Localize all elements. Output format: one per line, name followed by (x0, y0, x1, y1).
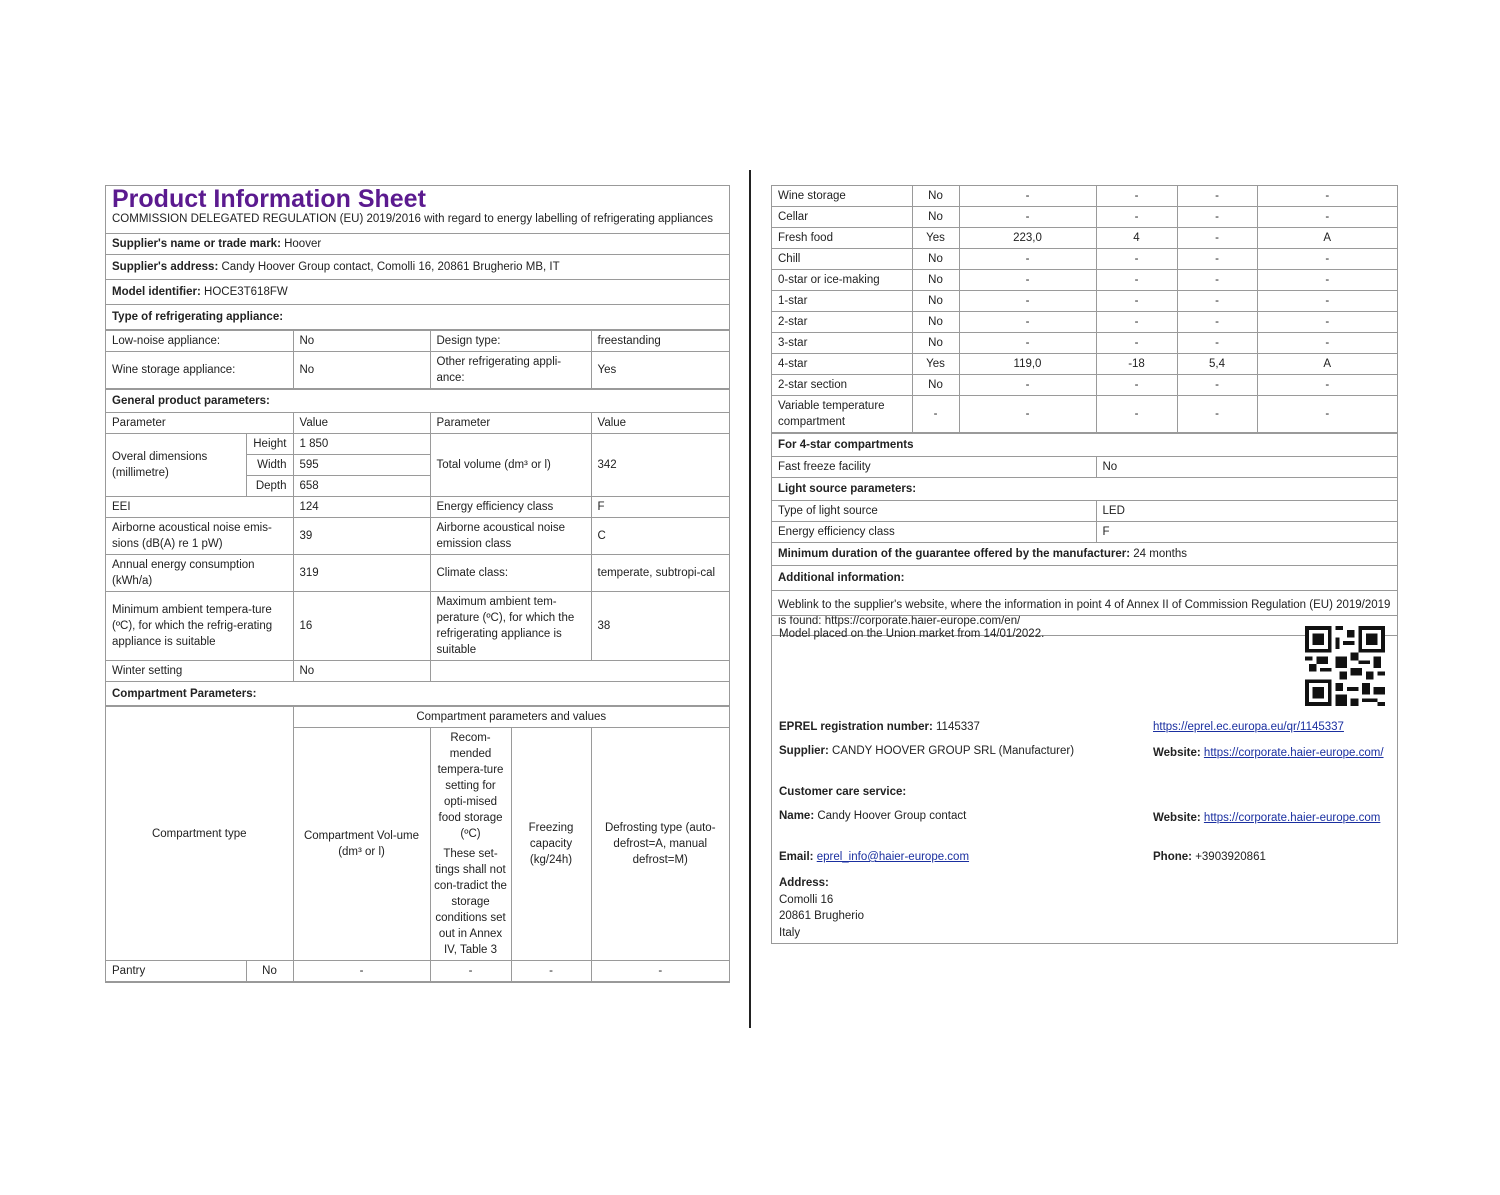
eec-label: Energy efficiency class (430, 497, 591, 518)
email-row: Email: eprel_info@haier-europe.com (779, 851, 970, 863)
supplier-name-row: Supplier's name or trade mark: Hoover (106, 234, 729, 255)
weblink-row: Weblink to the supplier's website, where the information in point 4 of Annex II of Commission Regulation (EU) 2019/2019 is found: https://corporate.haier-europe.com/en/ (772, 591, 1397, 636)
four-star-table (772, 433, 1397, 635)
col-freezing-capacity: Freezing capacity (kg/24h) (511, 728, 591, 961)
left-header-table (106, 186, 729, 330)
website-row-1: Website: https://corporate.haier-europe.com/ (1153, 747, 1384, 759)
table-row: 1-star No - - - - (772, 291, 1397, 312)
total-volume-value: 342 (591, 434, 729, 497)
model-identifier-row: Model identifier: HOCE3T618FW (106, 280, 729, 305)
fast-freeze-value: No (1096, 457, 1397, 478)
eei-value: 124 (293, 497, 430, 518)
climate-label: Climate class: (430, 555, 591, 592)
care-name-row: Name: Candy Hoover Group contact (779, 810, 967, 822)
min-temp-label: Minimum ambient tempera-ture (ºC), for which the refrig-erating appliance is suitable (106, 592, 293, 661)
header-value-2: Value (591, 413, 729, 434)
guarantee-row: Minimum duration of the guarantee offered by the manufacturer: 24 months (772, 543, 1397, 566)
left-page (105, 185, 730, 983)
table-row: 2-star section No - - - - (772, 375, 1397, 396)
table-row: 4-star Yes 119,0 -18 5,4 A (772, 354, 1397, 375)
table-row: Fresh food Yes 223,0 4 - A (772, 228, 1397, 249)
page-divider (749, 170, 751, 1028)
eec-value: F (591, 497, 729, 518)
depth-label: Depth (246, 476, 293, 497)
appliance-type-heading: Type of refrigerating appliance: (106, 305, 729, 330)
table-row: Pantry No - - - - (106, 961, 729, 982)
light-eec-value: F (1096, 522, 1397, 543)
additional-info-heading: Additional information: (772, 566, 1397, 591)
design-type-label: Design type: (430, 331, 591, 352)
max-temp-label: Maximum ambient tem-perature (ºC), for which the refrigerating appliance is suitable (430, 592, 591, 661)
height-label: Height (246, 434, 293, 455)
noise-value: 39 (293, 518, 430, 555)
website-link-2[interactable]: https://corporate.haier-europe.com (1203, 812, 1381, 824)
winter-setting-value: No (293, 661, 430, 682)
other-appliance-value: Yes (591, 352, 729, 389)
right-page (771, 185, 1398, 636)
min-temp-value: 16 (293, 592, 430, 661)
max-temp-value: 38 (591, 592, 729, 661)
depth-value: 658 (293, 476, 430, 497)
phone-row: Phone: +3903920861 (1153, 851, 1266, 863)
wine-storage-value: No (293, 352, 430, 389)
climate-value: temperate, subtropi-cal (591, 555, 729, 592)
appliance-type-table (106, 330, 729, 389)
table-row: Cellar No - - - - (772, 207, 1397, 228)
table-row: Variable temperature compartment - - - - - (772, 396, 1397, 433)
noise-class-label: Airborne acoustical noise emission class (430, 518, 591, 555)
general-params-table (106, 389, 729, 706)
other-appliance-label: Other refrigerating appli-ance: (430, 352, 591, 389)
table-row: 3-star No - - - - (772, 333, 1397, 354)
compartment-table (106, 706, 729, 982)
sheet-title: Product Information Sheet (112, 185, 426, 213)
table-row: Wine storage No - - - - (772, 186, 1397, 207)
eprel-reg-row: EPREL registration number: 1145337 (779, 721, 980, 733)
low-noise-label: Low-noise appliance: (106, 331, 293, 352)
eprel-box (771, 615, 1398, 944)
low-noise-value: No (293, 331, 430, 352)
fast-freeze-label: Fast freeze facility (772, 457, 1096, 478)
header-parameter-2: Parameter (430, 413, 591, 434)
height-value: 1 850 (293, 434, 430, 455)
header-parameter: Parameter (106, 413, 293, 434)
four-star-heading: For 4-star compartments (772, 434, 1397, 457)
aec-value: 319 (293, 555, 430, 592)
supplier-row: Supplier: CANDY HOOVER GROUP SRL (Manufacturer) (779, 745, 1075, 757)
email-link[interactable]: eprel_info@haier-europe.com (816, 851, 970, 863)
col-compartment-type: Compartment type (106, 707, 293, 961)
noise-label: Airborne acoustical noise emis-sions (dB(A) re 1 pW) (106, 518, 293, 555)
light-type-label: Type of light source (772, 501, 1096, 522)
website-row-2: Website: https://corporate.haier-europe.com (1153, 812, 1381, 824)
qr-code-icon (1305, 626, 1385, 706)
customer-care-heading: Customer care service: (779, 786, 907, 798)
website-link-1[interactable]: https://corporate.haier-europe.com/ (1203, 747, 1384, 759)
col-recommended-temp: Recom-mended tempera-ture setting for opti-mised food storage (ºC) These set-tings shall not con-tradict the storage conditions set out in Annex IV, Table 3 (430, 728, 511, 961)
light-eec-label: Energy efficiency class (772, 522, 1096, 543)
width-label: Width (246, 455, 293, 476)
light-source-heading: Light source parameters: (772, 478, 1397, 501)
weblink[interactable]: https://corporate.haier-europe.com/en/ (824, 615, 1021, 627)
dimensions-label: Overal dimensions (millimetre) (106, 434, 246, 497)
col-defrosting-type: Defrosting type (auto-defrost=A, manual defrost=M) (591, 728, 729, 961)
regulation-text: COMMISSION DELEGATED REGULATION (EU) 2019/2016 with regard to energy labelling of refrigerating appliances (106, 209, 729, 234)
market-placement-text: Model placed on the Union market from 14/01/2022. (779, 628, 1045, 640)
supplier-address-row: Supplier's address: Candy Hoover Group contact, Comolli 16, 20861 Brugherio MB, IT (106, 255, 729, 280)
compartment-params-heading: Compartment Parameters: (106, 682, 729, 706)
address-block: Address: Comolli 16 20861 Brugherio Italy (779, 877, 865, 939)
design-type-value: freestanding (591, 331, 729, 352)
col-compartment-volume: Compartment Vol-ume (dm³ or l) (293, 728, 430, 961)
width-value: 595 (293, 455, 430, 476)
table-row: 0-star or ice-making No - - - - (772, 270, 1397, 291)
compartment-values-header: Compartment parameters and values (293, 707, 729, 728)
eei-label: EEI (106, 497, 293, 518)
table-row: 2-star No - - - - (772, 312, 1397, 333)
eprel-link[interactable]: https://eprel.ec.europa.eu/qr/1145337 (1153, 721, 1344, 733)
general-params-heading: General product parameters: (106, 390, 729, 413)
header-value: Value (293, 413, 430, 434)
table-row: Chill No - - - - (772, 249, 1397, 270)
light-type-value: LED (1096, 501, 1397, 522)
winter-setting-label: Winter setting (106, 661, 293, 682)
aec-label: Annual energy consumption (kWh/a) (106, 555, 293, 592)
wine-storage-label: Wine storage appliance: (106, 352, 293, 389)
compartment-continued-table (772, 186, 1397, 433)
total-volume-label: Total volume (dm³ or l) (430, 434, 591, 497)
noise-class-value: C (591, 518, 729, 555)
